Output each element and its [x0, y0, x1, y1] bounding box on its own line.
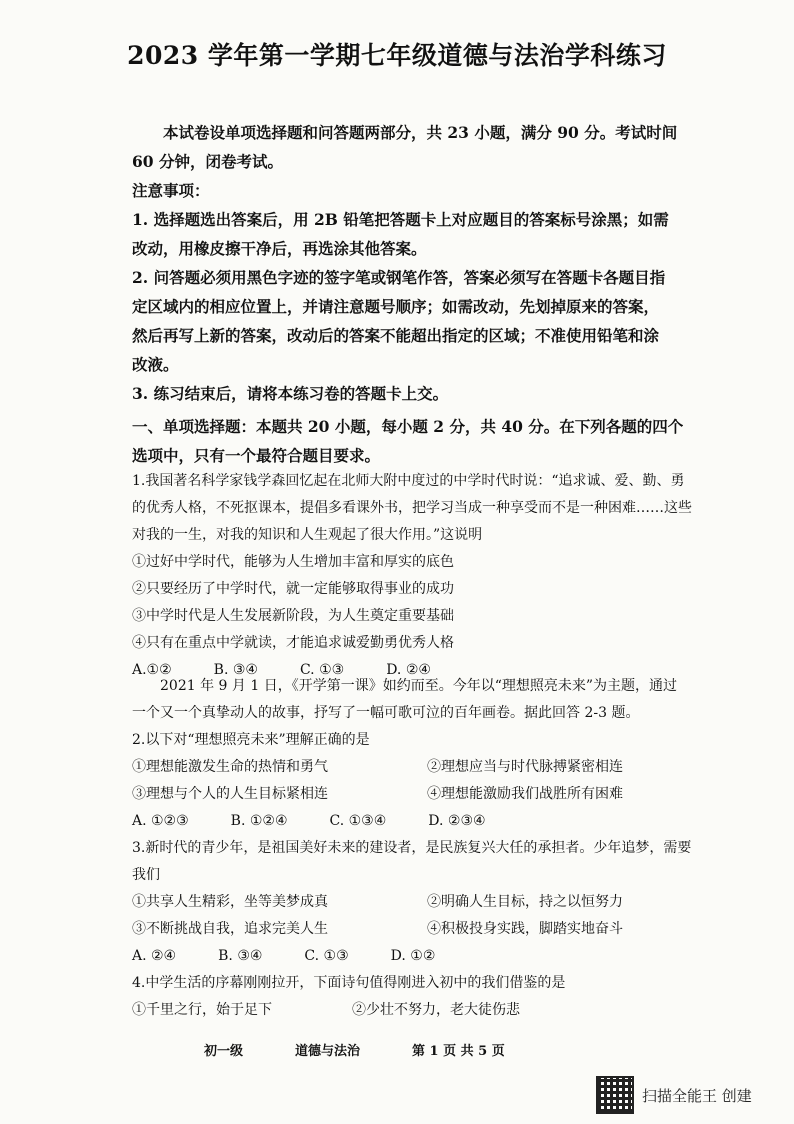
notice-line: 然后再写上新的答案，改动后的答案不能超出指定的区域；不准使用铅笔和涂 — [132, 326, 660, 345]
watermark-text: 扫描全能王 创建 — [642, 1086, 752, 1105]
statement: ②明确人生目标，持之以恒努力 — [427, 894, 623, 910]
statement: ①千里之行，始于足下 — [132, 1002, 272, 1018]
statement-row — [132, 997, 722, 1024]
option-c: C. ①③ — [299, 662, 345, 678]
option-b: B. ③④ — [218, 948, 263, 964]
question-stem: 4.中学生活的序幕刚刚拉开，下面诗句值得刚进入初中的我们借鉴的是 — [132, 975, 566, 991]
statement: ①共享人生精彩，坐等美梦成真 — [132, 894, 328, 910]
footer-grade: 初一级 — [204, 1044, 244, 1059]
answer-options — [132, 943, 722, 970]
intro-line: 60 分钟，闭卷考试。 — [132, 152, 283, 171]
option-a: A. ①②③ — [132, 813, 189, 829]
question-4 — [132, 970, 722, 1024]
option-d: D. ①② — [390, 948, 436, 964]
passage-line: 2021 年 9 月 1 日，《开学第一课》如约而至。今年以“理想照亮未来”为主题，通过 — [160, 678, 678, 694]
section-line: 一、单项选择题：本题共 20 小题，每小题 2 分，共 40 分。在下列各题的四个 — [132, 417, 684, 436]
option-b: B. ①②④ — [230, 813, 288, 829]
context-passage — [132, 673, 722, 727]
statement: ③不断挑战自我，追求完美人生 — [132, 921, 328, 937]
qr-code-icon — [596, 1076, 634, 1114]
question-2 — [132, 727, 722, 835]
statement-row — [132, 889, 722, 916]
question-1 — [132, 468, 722, 684]
intro-line: 本试卷设单项选择题和问答题两部分，共 23 小题，满分 90 分。考试时间 — [163, 123, 678, 142]
statement: ②少壮不努力，老大徒伤悲 — [352, 1002, 520, 1018]
question-stem: 对我的一生，对我的知识和人生观起了很大作用。”这说明 — [132, 527, 483, 543]
statement-row — [132, 754, 722, 781]
option-a: A.①② — [132, 662, 172, 678]
statement: ②只要经历了中学时代，就一定能够取得事业的成功 — [132, 581, 454, 597]
section-heading — [132, 412, 722, 470]
section-line: 选项中，只有一个最符合题目要求。 — [132, 446, 381, 465]
passage-line: 一个又一个真挚动人的故事，抒写了一幅可歌可泣的百年画卷。据此回答 2-3 题。 — [132, 705, 640, 721]
statement-row — [132, 781, 722, 808]
statement: ①理想能激发生命的热情和勇气 — [132, 759, 328, 775]
statement-row — [132, 916, 722, 943]
instructions — [132, 118, 722, 408]
question-stem: 1.我国著名科学家钱学森回忆起在北师大附中度过的中学时代时说：“追求诚、爱、勤、勇 — [132, 473, 685, 489]
notice-heading: 注意事项： — [132, 181, 210, 200]
notice-line: 定区域内的相应位置上，并请注意题号顺序；如需改动，先划掉原来的答案， — [132, 297, 660, 316]
question-stem: 3.新时代的青少年，是祖国美好未来的建设者，是民族复兴大任的承担者。少年追梦，需要 — [132, 840, 692, 856]
notice-line: 3. 练习结束后，请将本练习卷的答题卡上交。 — [132, 384, 449, 403]
footer-subject: 道德与法治 — [295, 1044, 361, 1059]
page-footer — [204, 1040, 557, 1059]
notice-line: 改动，用橡皮擦干净后，再选涂其他答案。 — [132, 239, 427, 258]
question-stem: 的优秀人格，不死抠课本，提倡多看课外书，把学习当成一种享受而不是一种困难……这些 — [132, 500, 692, 516]
statement: ③中学时代是人生发展新阶段，为人生奠定重要基础 — [132, 608, 454, 624]
option-c: C. ①③④ — [329, 813, 387, 829]
statement: ②理想应当与时代脉搏紧密相连 — [427, 759, 623, 775]
statement: ③理想与个人的人生目标紧相连 — [132, 786, 328, 802]
exam-title: 2023 学年第一学期七年级道德与法治学科练习 — [127, 41, 667, 70]
statement: ④只有在重点中学就读，才能追求诚爱勤勇优秀人格 — [132, 635, 454, 651]
question-3 — [132, 835, 722, 970]
question-stem: 我们 — [132, 867, 160, 883]
option-c: C. ①③ — [304, 948, 349, 964]
option-b: B. ③④ — [213, 662, 258, 678]
answer-options — [132, 808, 722, 835]
question-stem: 2.以下对“理想照亮未来”理解正确的是 — [132, 732, 370, 748]
option-a: A. ②④ — [132, 948, 177, 964]
statement: ①过好中学时代，能够为人生增加丰富和厚实的底色 — [132, 554, 454, 570]
footer-page-number: 第 1 页 共 5 页 — [412, 1044, 505, 1059]
statement: ④积极投身实践，脚踏实地奋斗 — [427, 921, 623, 937]
notice-line: 1. 选择题选出答案后，用 2B 铅笔把答题卡上对应题目的答案标号涂黑；如需 — [132, 210, 669, 229]
notice-line: 改液。 — [132, 355, 179, 374]
option-d: D. ②③④ — [428, 813, 486, 829]
notice-line: 2. 问答题必须用黑色字迹的签字笔或钢笔作答，答案必须写在答题卡各题目指 — [132, 268, 666, 287]
option-d: D. ②④ — [386, 662, 431, 678]
scanner-watermark — [596, 1076, 752, 1114]
statement: ④理想能激励我们战胜所有困难 — [427, 786, 623, 802]
